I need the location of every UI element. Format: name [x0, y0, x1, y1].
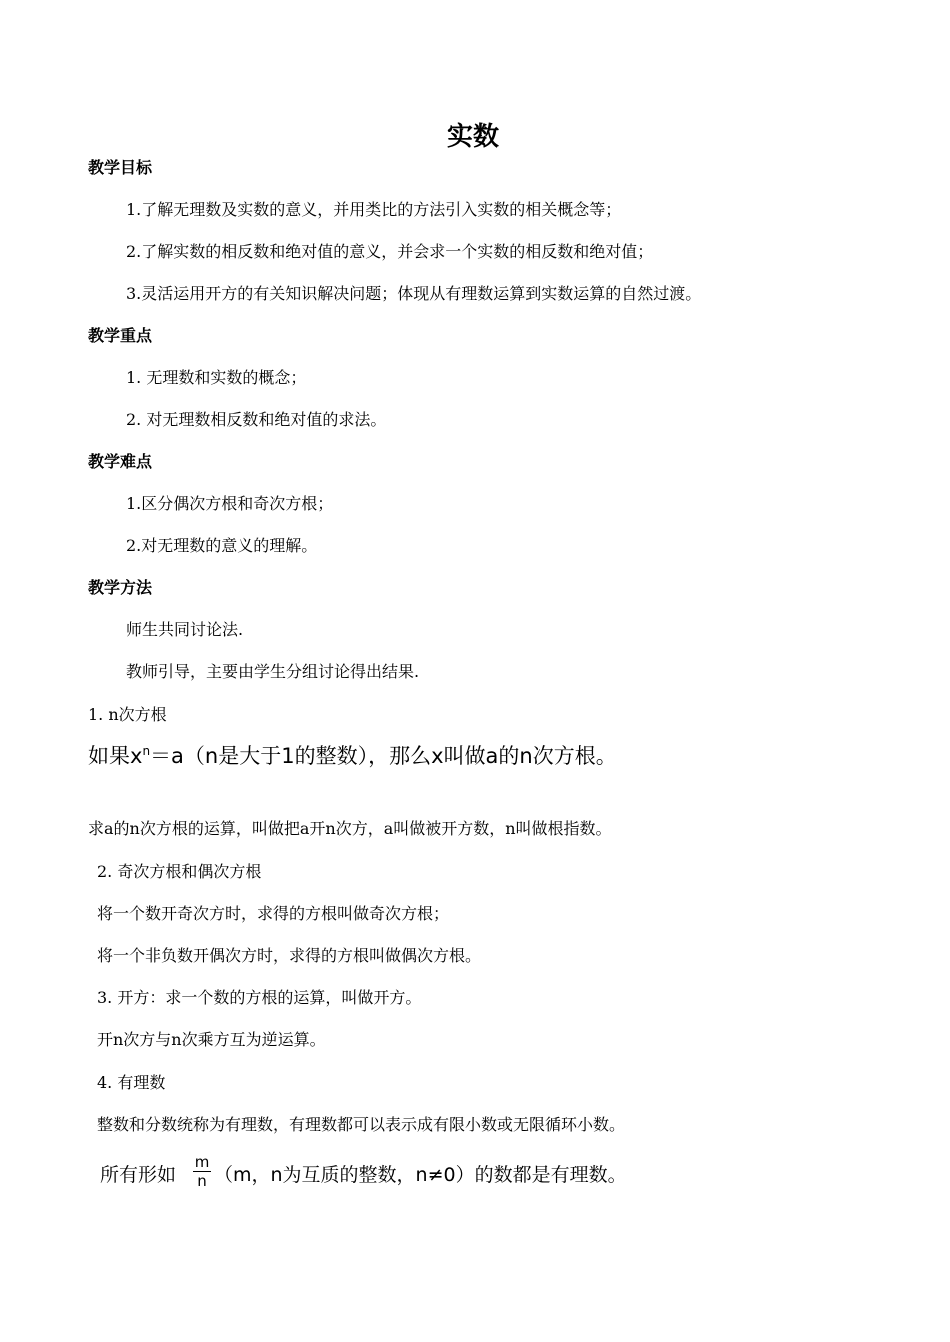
goals-heading: 教学目标	[88, 158, 153, 177]
rational-definition: 整数和分数统称为有理数，有理数都可以表示成有限小数或无限循环小数。	[97, 1115, 626, 1134]
nth-root-def-exponent: n	[142, 744, 151, 758]
key-point-item-1: 1. 无理数和实数的概念；	[126, 368, 307, 387]
methods-heading: 教学方法	[88, 578, 153, 597]
rational-fraction-post: （m，n为互质的整数，n≠0）的数都是有理数。	[214, 1164, 627, 1186]
difficulty-item-1: 1.区分偶次方根和奇次方根；	[126, 494, 334, 513]
nth-root-def-pre: 如果	[88, 744, 130, 768]
root-operation-text: 求a的n次方根的运算，叫做把a开n次方，a叫做被开方数，n叫做根指数。	[88, 819, 612, 838]
goal-item-2: 2.了解实数的相反数和绝对值的意义，并会求一个实数的相反数和绝对值；	[126, 242, 654, 261]
odd-root-text: 将一个数开奇次方时，求得的方根叫做奇次方根；	[97, 904, 450, 923]
goal-item-3: 3.灵活运用开方的有关知识解决问题；体现从有理数运算到实数运算的自然过渡。	[126, 284, 702, 303]
difficulty-item-2: 2.对无理数的意义的理解。	[126, 536, 318, 555]
key-point-item-2: 2. 对无理数相反数和绝对值的求法。	[126, 410, 387, 429]
difficulties-heading: 教学难点	[88, 452, 153, 471]
fraction-denominator: n	[197, 1172, 207, 1190]
nth-root-def-post: ＝a（n是大于1的整数），那么x叫做a的n次方根。	[150, 744, 617, 768]
method-item-1: 师生共同讨论法.	[126, 620, 244, 639]
inverse-operation-text: 开n次方与n次乘方互为逆运算。	[97, 1030, 326, 1049]
fraction-m-over-n	[193, 1154, 211, 1189]
goal-item-1: 1.了解无理数及实数的意义，并用类比的方法引入实数的相关概念等；	[126, 200, 622, 219]
extraction-text: 3. 开方：求一个数的方根的运算，叫做开方。	[97, 988, 422, 1007]
key-points-heading: 教学重点	[88, 326, 153, 345]
odd-even-heading: 2. 奇次方根和偶次方根	[97, 862, 262, 881]
rational-heading: 4. 有理数	[97, 1073, 166, 1092]
nth-root-heading: 1. n次方根	[88, 705, 167, 724]
method-item-2: 教师引导，主要由学生分组讨论得出结果.	[126, 662, 420, 681]
even-root-text: 将一个非负数开偶次方时，求得的方根叫做偶次方根。	[97, 946, 482, 965]
rational-fraction-pre: 所有形如	[100, 1164, 177, 1186]
nth-root-definition	[88, 745, 617, 767]
page-title: 实数	[447, 122, 500, 152]
fraction-numerator: m	[194, 1153, 210, 1171]
nth-root-def-base: x	[130, 744, 143, 768]
